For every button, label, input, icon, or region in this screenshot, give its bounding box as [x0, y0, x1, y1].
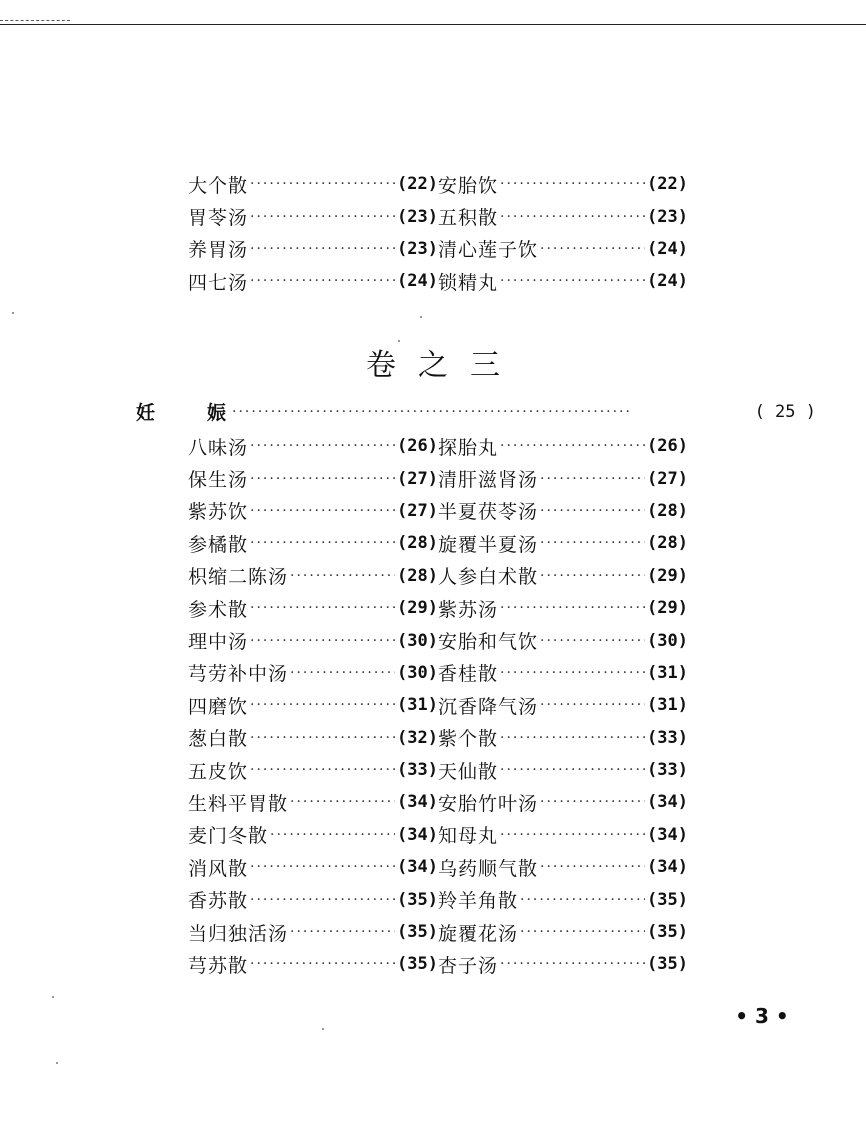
toc-entry-page: (24)	[647, 238, 688, 259]
toc-entry-name: 消风散	[188, 857, 249, 880]
toc-entry-page: (34)	[647, 824, 688, 845]
toc-entry-page: (33)	[647, 727, 688, 748]
toc-entry[interactable]	[188, 919, 438, 946]
leader-dots	[290, 924, 395, 940]
toc-entry-name: 八味汤	[188, 436, 249, 459]
toc-entry-name: 探胎丸	[438, 436, 499, 459]
toc-entry[interactable]	[188, 268, 438, 295]
toc-row	[188, 592, 688, 624]
toc-row	[188, 624, 688, 656]
leader-dots	[540, 535, 645, 551]
toc-entry[interactable]	[438, 919, 688, 946]
toc-entry-name: 知母丸	[438, 825, 499, 848]
toc-entry-name: 旋覆半夏汤	[438, 533, 539, 556]
toc-entry-page: (33)	[397, 760, 438, 781]
leader-dots	[540, 241, 645, 257]
leader-dots	[500, 665, 645, 681]
toc-entry-page: (23)	[647, 206, 688, 227]
toc-entry-name: 养胃汤	[188, 239, 249, 262]
toc-entry-page: (35)	[647, 889, 688, 910]
toc-entry-name: 香桂散	[438, 663, 499, 686]
toc-entry-name: 葱白散	[188, 728, 249, 751]
toc-entry-name: 保生汤	[188, 469, 249, 492]
toc-entry-page: (24)	[647, 271, 688, 292]
toc-entry[interactable]	[188, 789, 438, 816]
leader-dots	[232, 404, 749, 420]
leader-dots	[540, 633, 645, 649]
toc-entry[interactable]	[438, 235, 688, 262]
toc-entry-name: 枳缩二陈汤	[188, 566, 289, 589]
leader-dots	[540, 859, 645, 875]
toc-row	[188, 168, 688, 200]
toc-entry-page: (29)	[647, 565, 688, 586]
toc-entry-page: (29)	[647, 598, 688, 619]
toc-entry[interactable]	[188, 497, 438, 524]
toc-entry-name: 锁精丸	[438, 271, 499, 294]
toc-row	[188, 527, 688, 559]
toc-entry-name: 人参白术散	[438, 566, 539, 589]
leader-dots	[520, 924, 645, 940]
toc-row	[188, 916, 688, 948]
toc-entry[interactable]	[438, 562, 688, 589]
toc-entry-page: (35)	[397, 954, 438, 975]
leader-dots	[250, 859, 395, 875]
leader-dots	[500, 209, 645, 225]
toc-entry-page: (35)	[397, 889, 438, 910]
toc-upper-block	[188, 168, 688, 298]
toc-entry-page: (24)	[397, 271, 438, 292]
toc-entry-page: (30)	[397, 630, 438, 651]
leader-dots	[250, 241, 395, 257]
toc-row	[188, 462, 688, 494]
section-title-char: 娠	[207, 402, 227, 424]
toc-entry-name: 芎劳补中汤	[188, 663, 289, 686]
toc-entry[interactable]	[188, 821, 438, 848]
toc-entry-name: 五皮饮	[188, 760, 249, 783]
toc-entry[interactable]	[188, 530, 438, 557]
toc-entry[interactable]	[438, 171, 688, 198]
toc-row	[188, 948, 688, 980]
leader-dots	[250, 209, 395, 225]
toc-entry[interactable]	[438, 627, 688, 654]
toc-entry-page: (33)	[647, 760, 688, 781]
section-entry[interactable]	[136, 398, 816, 425]
top-dashed-mark	[0, 20, 70, 21]
toc-entry[interactable]	[438, 757, 688, 784]
toc-entry-name: 麦门冬散	[188, 825, 269, 848]
toc-entry-name: 紫个散	[438, 728, 499, 751]
toc-entry[interactable]	[188, 757, 438, 784]
toc-entry-name: 生料平胃散	[188, 792, 289, 815]
toc-entry-page: (26)	[397, 436, 438, 457]
toc-entry-name: 乌药顺气散	[438, 857, 539, 880]
toc-lower-block	[188, 430, 688, 981]
toc-row	[188, 495, 688, 527]
toc-entry[interactable]	[438, 659, 688, 686]
toc-entry[interactable]	[438, 789, 688, 816]
toc-entry-name: 天仙散	[438, 760, 499, 783]
toc-entry-page: (32)	[397, 727, 438, 748]
leader-dots	[520, 892, 645, 908]
leader-dots	[500, 600, 645, 616]
toc-entry-name: 当归独活汤	[188, 922, 289, 945]
toc-entry[interactable]	[438, 886, 688, 913]
toc-entry-page: (35)	[647, 954, 688, 975]
leader-dots	[540, 794, 645, 810]
toc-entry-name: 杏子汤	[438, 954, 499, 977]
toc-entry-page: (27)	[397, 500, 438, 521]
toc-entry-name: 沉香降气汤	[438, 695, 539, 718]
toc-entry-name: 大个散	[188, 174, 249, 197]
toc-entry-name: 芎苏散	[188, 954, 249, 977]
toc-entry[interactable]	[188, 465, 438, 492]
toc-entry-page: (31)	[647, 662, 688, 683]
scan-speck	[398, 340, 400, 342]
section-page: ( 25 )	[754, 401, 816, 422]
leader-dots	[250, 600, 395, 616]
toc-entry[interactable]	[188, 171, 438, 198]
scan-speck	[12, 312, 14, 314]
toc-row	[188, 754, 688, 786]
toc-entry-name: 香苏散	[188, 890, 249, 913]
toc-entry-name: 半夏茯苓汤	[438, 501, 539, 524]
header-rule	[0, 24, 866, 25]
toc-entry-page: (34)	[397, 824, 438, 845]
toc-entry-page: (35)	[647, 922, 688, 943]
toc-entry[interactable]	[438, 854, 688, 881]
leader-dots	[290, 568, 395, 584]
toc-entry[interactable]	[438, 692, 688, 719]
leader-dots	[250, 892, 395, 908]
toc-entry-page: (22)	[397, 174, 438, 195]
toc-row	[188, 430, 688, 462]
leader-dots	[250, 535, 395, 551]
toc-entry[interactable]	[188, 627, 438, 654]
toc-entry-page: (35)	[397, 922, 438, 943]
leader-dots	[540, 568, 645, 584]
toc-row	[188, 657, 688, 689]
section-title-char: 妊	[136, 402, 156, 424]
chapter-title: 卷之三	[366, 348, 522, 383]
toc-row	[188, 722, 688, 754]
leader-dots	[250, 956, 395, 972]
toc-entry-name: 胃苓汤	[188, 207, 249, 230]
toc-entry[interactable]	[188, 724, 438, 751]
leader-dots	[250, 697, 395, 713]
leader-dots	[250, 176, 395, 192]
toc-entry-name: 羚羊角散	[438, 890, 519, 913]
toc-entry[interactable]	[438, 724, 688, 751]
toc-row	[188, 560, 688, 592]
toc-entry-page: (29)	[397, 598, 438, 619]
toc-entry[interactable]	[438, 951, 688, 978]
scan-speck	[420, 316, 422, 318]
toc-entry[interactable]	[438, 203, 688, 230]
toc-entry-page: (34)	[647, 857, 688, 878]
leader-dots	[500, 956, 645, 972]
leader-dots	[500, 438, 645, 454]
toc-entry-name: 紫苏饮	[188, 501, 249, 524]
toc-entry-name: 安胎竹叶汤	[438, 792, 539, 815]
toc-entry-page: (28)	[397, 565, 438, 586]
leader-dots	[540, 697, 645, 713]
leader-dots	[250, 438, 395, 454]
toc-entry-page: (26)	[647, 436, 688, 457]
leader-dots	[250, 762, 395, 778]
toc-entry[interactable]	[438, 821, 688, 848]
toc-entry-name: 四七汤	[188, 271, 249, 294]
toc-entry-name: 清心莲子饮	[438, 239, 539, 262]
toc-row	[188, 265, 688, 297]
leader-dots	[290, 665, 395, 681]
leader-dots	[500, 827, 645, 843]
toc-entry-page: (22)	[647, 174, 688, 195]
toc-row	[188, 200, 688, 232]
leader-dots	[500, 762, 645, 778]
toc-entry-page: (34)	[397, 792, 438, 813]
leader-dots	[540, 503, 645, 519]
toc-entry-page: (34)	[647, 792, 688, 813]
toc-entry-name: 旋覆花汤	[438, 922, 519, 945]
toc-entry[interactable]	[188, 433, 438, 460]
leader-dots	[290, 794, 395, 810]
toc-entry-page: (30)	[647, 630, 688, 651]
toc-entry-page: (34)	[397, 857, 438, 878]
toc-entry-page: (23)	[397, 206, 438, 227]
toc-entry[interactable]	[188, 562, 438, 589]
toc-entry-page: (31)	[397, 695, 438, 716]
toc-entry-name: 安胎和气饮	[438, 631, 539, 654]
toc-entry[interactable]	[438, 465, 688, 492]
toc-entry-name: 紫苏汤	[438, 598, 499, 621]
scan-speck	[322, 1028, 324, 1030]
leader-dots	[250, 503, 395, 519]
toc-entry-page: (27)	[397, 468, 438, 489]
leader-dots	[540, 471, 645, 487]
toc-entry-page: (28)	[647, 500, 688, 521]
toc-entry[interactable]	[188, 692, 438, 719]
toc-entry-page: (30)	[397, 662, 438, 683]
toc-entry-name: 理中汤	[188, 631, 249, 654]
toc-entry-page: (23)	[397, 238, 438, 259]
toc-entry[interactable]	[188, 951, 438, 978]
toc-entry[interactable]	[438, 268, 688, 295]
toc-row	[188, 883, 688, 915]
toc-entry[interactable]	[188, 235, 438, 262]
chapter-heading	[0, 340, 866, 384]
toc-entry-page: (28)	[647, 533, 688, 554]
toc-entry-name: 五积散	[438, 207, 499, 230]
leader-dots	[250, 633, 395, 649]
toc-entry[interactable]	[438, 433, 688, 460]
toc-entry-page: (31)	[647, 695, 688, 716]
toc-entry-name: 参术散	[188, 598, 249, 621]
leader-dots	[270, 827, 395, 843]
page-number: • 3 •	[735, 1004, 789, 1028]
toc-entry[interactable]	[438, 530, 688, 557]
scan-speck	[52, 996, 54, 998]
scan-speck	[56, 1062, 58, 1064]
toc-row	[188, 819, 688, 851]
toc-row	[188, 233, 688, 265]
toc-entry[interactable]	[188, 854, 438, 881]
section-title	[136, 398, 226, 425]
toc-entry[interactable]	[188, 886, 438, 913]
leader-dots	[500, 730, 645, 746]
toc-entry[interactable]	[188, 203, 438, 230]
leader-dots	[500, 273, 645, 289]
leader-dots	[250, 730, 395, 746]
toc-row	[188, 786, 688, 818]
toc-entry-page: (28)	[397, 533, 438, 554]
toc-entry[interactable]	[438, 595, 688, 622]
leader-dots	[500, 176, 645, 192]
toc-entry-name: 清肝滋肾汤	[438, 469, 539, 492]
toc-row	[188, 851, 688, 883]
toc-entry[interactable]	[188, 595, 438, 622]
toc-row	[188, 689, 688, 721]
toc-entry-name: 参橘散	[188, 533, 249, 556]
toc-entry[interactable]	[438, 497, 688, 524]
toc-entry-name: 安胎饮	[438, 174, 499, 197]
toc-entry-name: 四磨饮	[188, 695, 249, 718]
leader-dots	[250, 273, 395, 289]
leader-dots	[250, 471, 395, 487]
toc-entry[interactable]	[188, 659, 438, 686]
toc-entry-page: (27)	[647, 468, 688, 489]
